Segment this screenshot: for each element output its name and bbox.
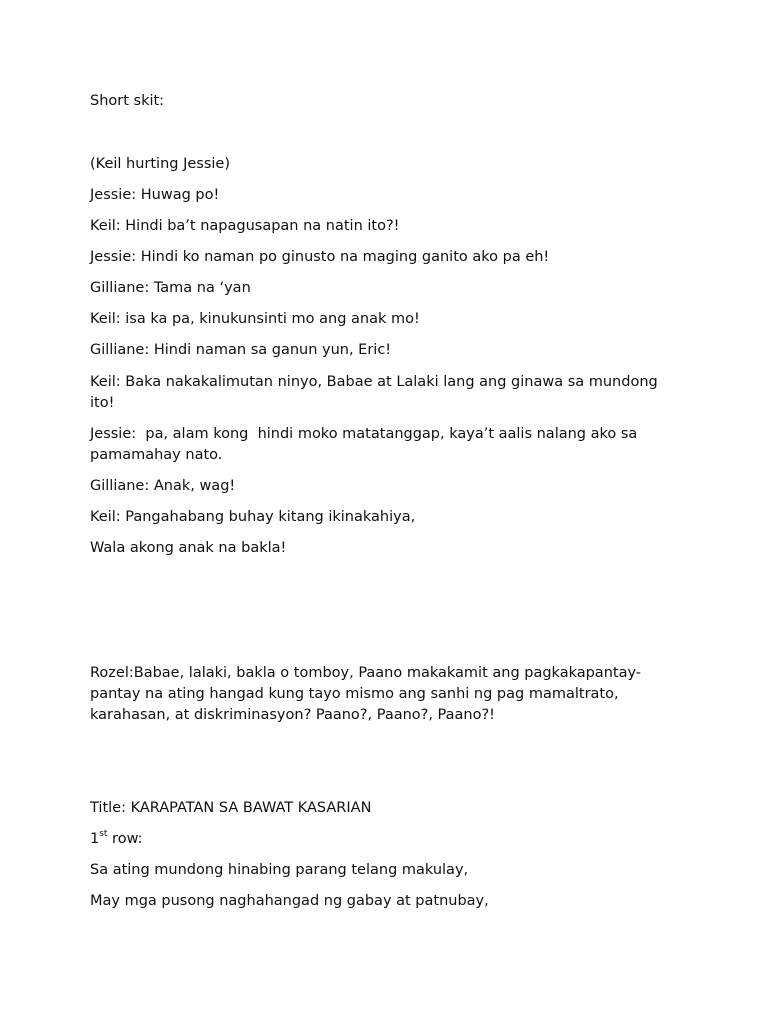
dialogue-line: Keil: isa ka pa, kinukunsinti mo ang anak mo!: [90, 311, 420, 327]
dialogue-line: Wala akong anak na bakla!: [90, 540, 287, 556]
dialogue-line: Keil: Pangahabang buhay kitang ikinakahiya,: [90, 509, 416, 525]
row-label-ordinal: st: [99, 829, 108, 840]
dialogue-line: Jessie: Hindi ko naman po ginusto na maging ganito ako pa eh!: [90, 249, 550, 265]
rozel-speech: Rozel:Babae, lalaki, bakla o tomboy, Paano makakamit ang pagkakapantay-pantay na ating hangad kung tayo mismo ang sanhi ng pag mamaltrato, karahasan, at diskriminasyon? Paano?, Paano?, Paano?!: [90, 665, 642, 723]
row-label: [90, 829, 680, 850]
dialogue-line: Keil: Hindi ba’t napagusapan na natin ito?!: [90, 218, 400, 234]
dialogue-line: Gilliane: Anak, wag!: [90, 478, 236, 494]
skit-heading: Short skit:: [90, 93, 165, 109]
row-label-text: row:: [107, 831, 143, 847]
poem-title: Title: KARAPATAN SA BAWAT KASARIAN: [90, 800, 372, 816]
stage-direction: (Keil hurting Jessie): [90, 156, 231, 172]
dialogue-line: Gilliane: Tama na ‘yan: [90, 280, 251, 296]
dialogue-line: Jessie: pa, alam kong hindi moko matatanggap, kaya’t aalis nalang ako sa pamamahay nato.: [90, 426, 642, 463]
poem-line: May mga pusong naghahangad ng gabay at patnubay,: [90, 893, 489, 909]
dialogue-line: Jessie: Huwag po!: [90, 187, 220, 203]
dialogue-line: Gilliane: Hindi naman sa ganun yun, Eric!: [90, 342, 392, 358]
row-label-number: 1: [90, 831, 100, 847]
poem-line: Sa ating mundong hinabing parang telang makulay,: [90, 862, 469, 878]
dialogue-line: Keil: Baka nakakalimutan ninyo, Babae at Lalaki lang ang ginawa sa mundong ito!: [90, 374, 663, 411]
